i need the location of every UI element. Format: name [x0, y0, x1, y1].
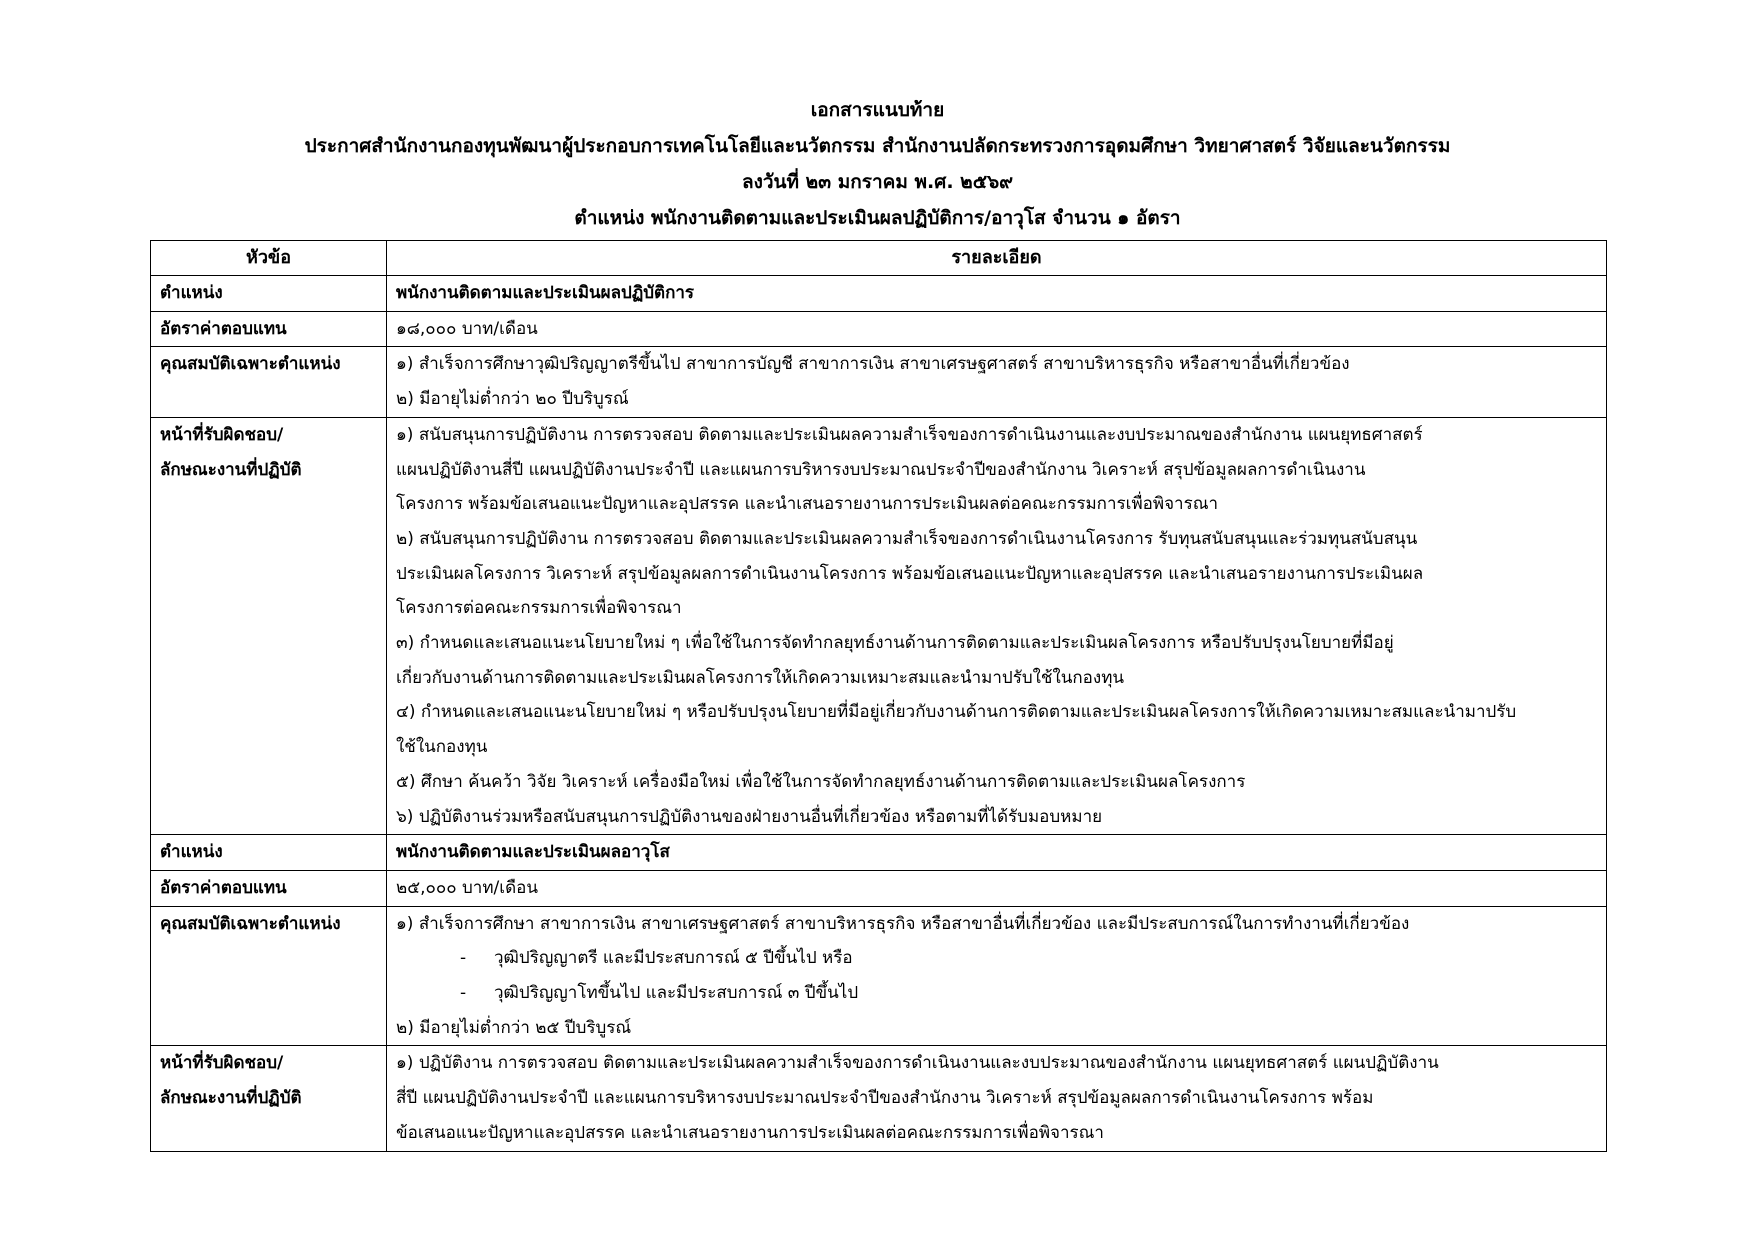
salary-label: อัตราค่าตอบแทน [151, 870, 387, 906]
list-item-line: โครงการ พร้อมข้อเสนอแนะปัญหาและอุปสรรค และนำเสนอรายงานการประเมินผลต่อคณะกรรมการเพื่อพิจารณา [396, 494, 1219, 515]
position-value: พนักงานติดตามและประเมินผลอาวุโส [387, 835, 1607, 871]
list-item-line: แผนปฏิบัติงานสี่ปี แผนปฏิบัติงานประจำปี และแผนการบริหารงบประมาณประจำปีของสำนักงาน วิเคราะห์ สรุปข้อมูลผลการดำเนินงาน [396, 459, 1366, 480]
table-row [151, 347, 1607, 417]
list-item-line: ๑) ปฏิบัติงาน การตรวจสอบ ติดตามและประเมินผลความสำเร็จของการดำเนินงานและงบประมาณของสำนักงาน แผนยุทธศาสตร์ แผนปฏิบัติงาน [396, 1053, 1439, 1074]
position-label: ตำแหน่ง [151, 276, 387, 312]
list-item: ๖) ปฏิบัติงานร่วมหรือสนับสนุนการปฏิบัติงานของฝ่ายงานอื่นที่เกี่ยวข้อง หรือตามที่ได้รับมอบหมาย [396, 806, 1103, 827]
table-row [151, 417, 1607, 834]
list-item-line: ๒) สนับสนุนการปฏิบัติงาน การตรวจสอบ ติดตามและประเมินผลความสำเร็จของการดำเนินงานโครงการ รับทุนสนับสนุนและร่วมทุนสนับสนุน [396, 528, 1418, 549]
list-item: ๒) มีอายุไม่ต่ำกว่า ๒๐ ปีบริบูรณ์ [396, 389, 629, 410]
dash-marker: - [460, 983, 467, 1004]
table-row [151, 870, 1607, 906]
table-row [151, 1046, 1607, 1151]
dash-marker: - [460, 948, 467, 969]
table-row [151, 276, 1607, 312]
table-row [151, 835, 1607, 871]
list-item-line: ใช้ในกองทุน [396, 737, 488, 758]
list-item-line: ๓) กำหนดและเสนอแนะนโยบายใหม่ ๆ เพื่อใช้ในการจัดทำกลยุทธ์งานด้านการติดตามและประเมินผลโครงการ หรือปรับปรุงนโยบายที่มีอยู่ [396, 633, 1394, 654]
duty-label [151, 1046, 387, 1151]
table-header-row [151, 241, 1607, 276]
salary-value: ๒๕,๐๐๐ บาท/เดือน [387, 870, 1607, 906]
sub-list-item [396, 976, 1597, 1011]
list-item: ๒) มีอายุไม่ต่ำกว่า ๒๕ ปีบริบูรณ์ [396, 1017, 632, 1038]
duty-label-line: ลักษณะงานที่ปฏิบัติ [160, 1088, 302, 1109]
list-item [396, 1046, 1597, 1150]
column-header-detail: รายละเอียด [387, 241, 1607, 276]
list-item [396, 522, 1597, 626]
qualification-label: คุณสมบัติเฉพาะตำแหน่ง [151, 906, 387, 1046]
duty-label-line: ลักษณะงานที่ปฏิบัติ [160, 459, 302, 480]
qualification-label: คุณสมบัติเฉพาะตำแหน่ง [151, 347, 387, 417]
position-title: ตำแหน่ง พนักงานติดตามและประเมินผลปฏิบัติการ/อาวุโส จำนวน ๑ อัตรา [574, 207, 1181, 229]
sub-list-item-text: วุฒิปริญญาตรี และมีประสบการณ์ ๕ ปีขึ้นไป หรือ [494, 948, 853, 969]
list-item: ๑) สำเร็จการศึกษา สาขาการเงิน สาขาเศรษฐศาสตร์ สาขาบริหารธุรกิจ หรือสาขาอื่นที่เกี่ยวข้อง และมีประสบการณ์ในการทำงานที่เกี่ยวข้อง [396, 913, 1410, 934]
list-item-line: ประเมินผลโครงการ วิเคราะห์ สรุปข้อมูลผลการดำเนินงานโครงการ พร้อมข้อเสนอแนะปัญหาและอุปสรรค และนำเสนอรายงานการประเมินผล [396, 563, 1424, 584]
duty-detail [387, 417, 1607, 834]
duty-detail [387, 1046, 1607, 1151]
qualification-detail [387, 347, 1607, 417]
job-details-table [150, 240, 1607, 1152]
sub-list-item [396, 941, 1597, 976]
list-item-line: โครงการต่อคณะกรรมการเพื่อพิจารณา [396, 598, 682, 619]
list-item-line: สี่ปี แผนปฏิบัติงานประจำปี และแผนการบริหารงบประมาณประจำปีของสำนักงาน วิเคราะห์ สรุปข้อมูลผลการดำเนินงานโครงการ พร้อม [396, 1088, 1374, 1109]
list-item-line: ข้อเสนอแนะปัญหาและอุปสรรค และนำเสนอรายงานการประเมินผลต่อคณะกรรมการเพื่อพิจารณา [396, 1122, 1104, 1143]
duty-label-line: หน้าที่รับผิดชอบ/ [160, 1053, 284, 1074]
list-item [396, 626, 1597, 695]
salary-label: อัตราค่าตอบแทน [151, 311, 387, 347]
list-item [396, 418, 1597, 522]
list-item [396, 695, 1597, 764]
salary-value: ๑๘,๐๐๐ บาท/เดือน [387, 311, 1607, 347]
column-header-topic: หัวข้อ [151, 241, 387, 276]
announcement-date: ลงวันที่ ๒๓ มกราคม พ.ศ. ๒๕๖๙ [741, 171, 1014, 193]
duty-label [151, 417, 387, 834]
qualification-detail [387, 906, 1607, 1046]
list-item-line: เกี่ยวกับงานด้านการติดตามและประเมินผลโครงการให้เกิดความเหมาะสมและนำมาปรับใช้ในกองทุน [396, 667, 1125, 688]
table-row [151, 311, 1607, 347]
table-row [151, 906, 1607, 1046]
duty-label-line: หน้าที่รับผิดชอบ/ [160, 424, 284, 445]
sub-list-item-text: วุฒิปริญญาโทขึ้นไป และมีประสบการณ์ ๓ ปีขึ้นไป [494, 983, 859, 1004]
list-item: ๑) สำเร็จการศึกษาวุฒิปริญญาตรีขึ้นไป สาขาการบัญชี สาขาการเงิน สาขาเศรษฐศาสตร์ สาขาบริหารธุรกิจ หรือสาขาอื่นที่เกี่ยวข้อง [396, 354, 1350, 375]
list-item-line: ๔) กำหนดและเสนอแนะนโยบายใหม่ ๆ หรือปรับปรุงนโยบายที่มีอยู่เกี่ยวกับงานด้านการติดตามและประเมินผลโครงการให้เกิดความเหมาะสมและนำมาปรับ [396, 702, 1517, 723]
list-item: ๕) ศึกษา ค้นคว้า วิจัย วิเคราะห์ เครื่องมือใหม่ เพื่อใช้ในการจัดทำกลยุทธ์งานด้านการติดตามและประเมินผลโครงการ [396, 771, 1246, 792]
list-item-line: ๑) สนับสนุนการปฏิบัติงาน การตรวจสอบ ติดตามและประเมินผลความสำเร็จของการดำเนินงานและงบประมาณของสำนักงาน แผนยุทธศาสตร์ [396, 424, 1423, 445]
position-value: พนักงานติดตามและประเมินผลปฏิบัติการ [387, 276, 1607, 312]
document-heading: เอกสารแนบท้าย [810, 99, 945, 121]
position-label: ตำแหน่ง [151, 835, 387, 871]
announcement-title: ประกาศสำนักงานกองทุนพัฒนาผู้ประกอบการเทคโนโลยีและนวัตกรรม สำนักงานปลัดกระทรวงการอุดมศึกษา วิทยาศาสตร์ วิจัยและนวัตกรรม [304, 135, 1451, 157]
